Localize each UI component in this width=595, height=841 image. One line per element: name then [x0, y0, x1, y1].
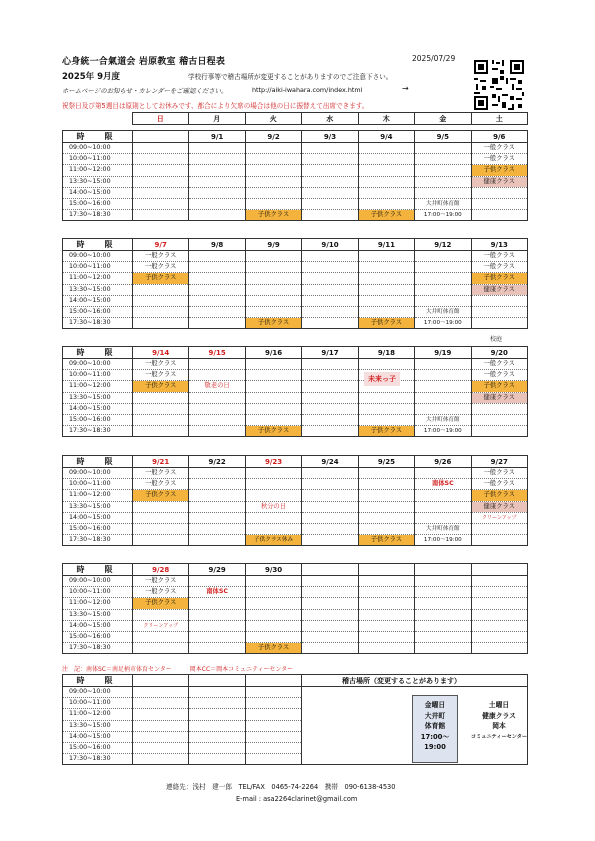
class-cell: 子供クラス — [358, 426, 414, 437]
venue-cell: 大井町体育館 — [415, 306, 471, 317]
time-slot: 09:00~10:00 — [63, 468, 133, 479]
event-miraiko: 未来っ子 — [364, 372, 400, 386]
time-slot: 13:30~15:00 — [63, 392, 133, 403]
time-slot: 11:00~12:00 — [63, 598, 133, 609]
class-cell: 一般クラス — [133, 479, 189, 490]
friday-venue-line: 17:00～ — [420, 732, 450, 741]
date-cell: 9/30 — [245, 564, 301, 576]
class-cell: 一般クラス — [471, 143, 527, 154]
time-slot: 10:00~11:00 — [63, 154, 133, 165]
time-slot: 17:30~18:30 — [63, 643, 133, 654]
time-slot: 13:30~15:00 — [63, 720, 133, 731]
time-slot: 15:00~16:00 — [63, 414, 133, 425]
date-cell: 9/6 — [471, 131, 527, 143]
date-cell: 9/26 — [415, 456, 471, 468]
time-slot: 13:30~15:00 — [63, 284, 133, 295]
time-slot: 10:00~11:00 — [63, 479, 133, 490]
saturday-venue-line: コミュニティーセンター — [470, 733, 528, 740]
issue-date: 2025/07/29 — [412, 54, 456, 63]
class-cell: 一般クラス — [471, 370, 527, 381]
time-slot: 09:00~10:00 — [63, 143, 133, 154]
class-cell: 一般クラス — [133, 587, 189, 598]
date-cell: 9/15 — [189, 347, 245, 359]
class-cell: 健康クラス — [471, 176, 527, 187]
class-cell: 子供クラス — [245, 643, 301, 654]
date-cell: 9/2 — [245, 131, 301, 143]
time-slot: 15:00~16:00 — [63, 631, 133, 642]
date-cell: 9/22 — [189, 456, 245, 468]
time-slot: 14:00~15:00 — [63, 731, 133, 742]
class-cell: 健康クラス — [471, 501, 527, 512]
dow-wed: 水 — [302, 113, 359, 125]
time-slot: 15:00~16:00 — [63, 523, 133, 534]
class-cell: 子供クラス — [133, 598, 189, 609]
date-cell: 9/24 — [302, 456, 358, 468]
dow-sun: 日 — [132, 113, 189, 125]
time-slot: 09:00~10:00 — [63, 576, 133, 587]
time-slot: 14:00~15:00 — [63, 620, 133, 631]
venue-cell: 大井町体育館 — [415, 523, 471, 534]
class-cell: 子供クラス — [358, 535, 414, 546]
date-cell: 9/13 — [471, 239, 527, 251]
time-header: 時 限 — [63, 347, 133, 359]
class-cell: 子供クラス — [133, 381, 189, 392]
class-cell: 子供クラス — [471, 165, 527, 176]
time-slot: 14:00~15:00 — [63, 512, 133, 523]
contact-info: 連絡先：浅村 建一郎 TEL/FAX 0465-74-2264 携帯 090-6138-4530 — [166, 783, 396, 791]
class-cell: 子供クラス — [471, 381, 527, 392]
venue-time-cell: 17:00～19:00 — [415, 318, 471, 329]
template-table — [62, 674, 528, 765]
class-cell: 一般クラス — [471, 251, 527, 262]
time-slot: 17:30~18:30 — [63, 210, 133, 221]
date-cell: 9/28 — [133, 564, 189, 576]
class-cell: 子供クラス — [133, 490, 189, 501]
date-cell: 9/11 — [358, 239, 414, 251]
cleanup-label: クリーンアップ — [133, 620, 189, 631]
class-cell: 一般クラス — [471, 359, 527, 370]
class-cell: 健康クラス — [471, 392, 527, 403]
time-slot: 14:00~15:00 — [63, 187, 133, 198]
date-cell: 9/25 — [358, 456, 414, 468]
venue-time-cell: 17:00～19:00 — [415, 426, 471, 437]
friday-venue-line: 大井町 — [424, 711, 446, 720]
time-slot: 11:00~12:00 — [63, 273, 133, 284]
week-1-table — [62, 130, 528, 221]
dow-fri: 金 — [415, 113, 472, 125]
class-cell: 一般クラス — [133, 251, 189, 262]
time-slot: 13:30~15:00 — [63, 609, 133, 620]
class-cell: 一般クラス — [133, 262, 189, 273]
date-cell: 9/5 — [415, 131, 471, 143]
date-cell: 9/17 — [302, 347, 358, 359]
class-cell: 一般クラス — [133, 468, 189, 479]
time-slot: 15:00~16:00 — [63, 742, 133, 753]
week-4-table — [62, 455, 528, 546]
date-cell: 9/4 — [358, 131, 414, 143]
time-slot: 13:30~15:00 — [63, 176, 133, 187]
time-header: 時 限 — [63, 239, 133, 251]
time-header: 時 限 — [63, 675, 133, 687]
weekday-header — [62, 112, 528, 125]
date-cell — [133, 131, 189, 143]
time-slot: 14:00~15:00 — [63, 295, 133, 306]
class-cell: 子供クラス — [471, 490, 527, 501]
time-slot: 17:30~18:30 — [63, 754, 133, 765]
date-cell: 9/1 — [189, 131, 245, 143]
date-cell: 9/16 — [245, 347, 301, 359]
date-cell: 9/9 — [245, 239, 301, 251]
time-slot: 10:00~11:00 — [63, 370, 133, 381]
date-cell: 9/14 — [133, 347, 189, 359]
friday-venue-box — [412, 695, 458, 763]
friday-venue-line: 体育館 — [424, 722, 446, 730]
venue-nantai-cell: 南体SC — [415, 479, 471, 490]
saturday-venue-line: 土曜日 — [488, 701, 510, 709]
schoolyard-note: 校庭 — [490, 336, 503, 343]
dow-thu: 木 — [358, 113, 415, 125]
saturday-venue-line: 健康クラス — [482, 711, 516, 720]
time-slot: 17:30~18:30 — [63, 535, 133, 546]
venue-time-cell: 17:00～19:00 — [415, 210, 471, 221]
friday-venue-line: 19:00 — [424, 743, 446, 751]
date-cell: 9/20 — [471, 347, 527, 359]
class-off-cell: 子供クラス休み — [245, 535, 301, 546]
date-cell: 9/27 — [471, 456, 527, 468]
page-title: 心身統一合氣道会 岩原教室 稽古日程表 — [62, 57, 226, 67]
class-cell: 一般クラス — [471, 154, 527, 165]
time-slot: 10:00~11:00 — [63, 698, 133, 709]
class-cell: 子供クラス — [245, 210, 301, 221]
time-slot: 09:00~10:00 — [63, 687, 133, 698]
date-cell: 9/19 — [415, 347, 471, 359]
arrow-right-icon: → — [402, 84, 409, 93]
month-label: 2025年 9月度 — [62, 72, 121, 82]
venue-nantai-cell: 南体SC — [189, 587, 245, 598]
time-slot: 15:00~16:00 — [63, 198, 133, 209]
saturday-venue-box — [470, 700, 528, 760]
time-slot: 11:00~12:00 — [63, 381, 133, 392]
date-cell: 9/18 — [358, 347, 414, 359]
homepage-link[interactable]: http://aiki-iwahara.com/index.html — [252, 86, 363, 94]
class-cell: 子供クラス — [245, 318, 301, 329]
holiday-label: 秋分の日 — [245, 501, 301, 512]
class-cell: 子供クラス — [358, 318, 414, 329]
date-cell: 9/29 — [189, 564, 245, 576]
contact-email[interactable]: E-mail : asa2264clarinet@gmail.com — [236, 795, 358, 803]
time-header: 時 限 — [63, 564, 133, 576]
class-cell: 一般クラス — [133, 370, 189, 381]
time-slot: 11:00~12:00 — [63, 709, 133, 720]
class-cell: 一般クラス — [471, 262, 527, 273]
week-3-table — [62, 346, 528, 437]
time-slot: 13:30~15:00 — [63, 501, 133, 512]
class-cell: 子供クラス — [471, 273, 527, 284]
time-slot: 14:00~15:00 — [63, 403, 133, 414]
date-cell: 9/8 — [189, 239, 245, 251]
holiday-label: 敬老の日 — [189, 381, 245, 392]
cleanup-label: クリーンアップ — [471, 512, 527, 523]
week-5-table — [62, 563, 528, 654]
place-title: 稽古場所（変更することがあります） — [342, 677, 461, 685]
venue-change-note: 学校行事等で稽古場所が変更することがありますのでご注意下さい。 — [188, 73, 393, 81]
time-slot: 15:00~16:00 — [63, 306, 133, 317]
qr-code-icon[interactable] — [472, 58, 526, 112]
date-cell: 9/12 — [415, 239, 471, 251]
class-cell: 一般クラス — [133, 576, 189, 587]
time-header: 時 限 — [63, 131, 133, 143]
week-2-table — [62, 238, 528, 329]
holiday-note: 祝祭日及び第5週目は原則としてお休みです、都合により欠席の場合は他の日に振替えて出席できます。 — [62, 102, 369, 110]
class-cell: 子供クラス — [133, 273, 189, 284]
dow-mon: 月 — [189, 113, 246, 125]
class-cell: 子供クラス — [358, 210, 414, 221]
time-slot: 09:00~10:00 — [63, 359, 133, 370]
homepage-note: ホームページのお知らせ・カレンダーをご確認ください。 — [62, 87, 228, 95]
date-cell: 9/23 — [245, 456, 301, 468]
time-slot: 10:00~11:00 — [63, 587, 133, 598]
saturday-venue-line: 岡本 — [492, 722, 506, 730]
class-cell: 子供クラス — [245, 426, 301, 437]
abbreviation-note: 注 記：南体SC＝南足柄市体育センター 岡本CC＝岡本コミュニティーセンター — [62, 666, 294, 673]
class-cell: 一般クラス — [471, 479, 527, 490]
class-cell: 一般クラス — [133, 359, 189, 370]
friday-venue-line: 金曜日 — [424, 701, 446, 709]
class-cell: 一般クラス — [471, 468, 527, 479]
class-cell: 健康クラス — [471, 284, 527, 295]
venue-time-cell: 17:00～19:00 — [415, 535, 471, 546]
date-cell: 9/3 — [302, 131, 358, 143]
time-slot: 11:00~12:00 — [63, 165, 133, 176]
time-slot: 09:00~10:00 — [63, 251, 133, 262]
time-slot: 11:00~12:00 — [63, 490, 133, 501]
time-header: 時 限 — [63, 456, 133, 468]
time-slot: 17:30~18:30 — [63, 426, 133, 437]
venue-cell: 大井町体育館 — [415, 414, 471, 425]
venue-cell: 大井町体育館 — [415, 198, 471, 209]
time-slot: 10:00~11:00 — [63, 262, 133, 273]
date-cell: 9/21 — [133, 456, 189, 468]
dow-tue: 火 — [245, 113, 302, 125]
dow-sat: 土 — [471, 113, 528, 125]
time-slot: 17:30~18:30 — [63, 318, 133, 329]
date-cell: 9/7 — [133, 239, 189, 251]
date-cell: 9/10 — [302, 239, 358, 251]
